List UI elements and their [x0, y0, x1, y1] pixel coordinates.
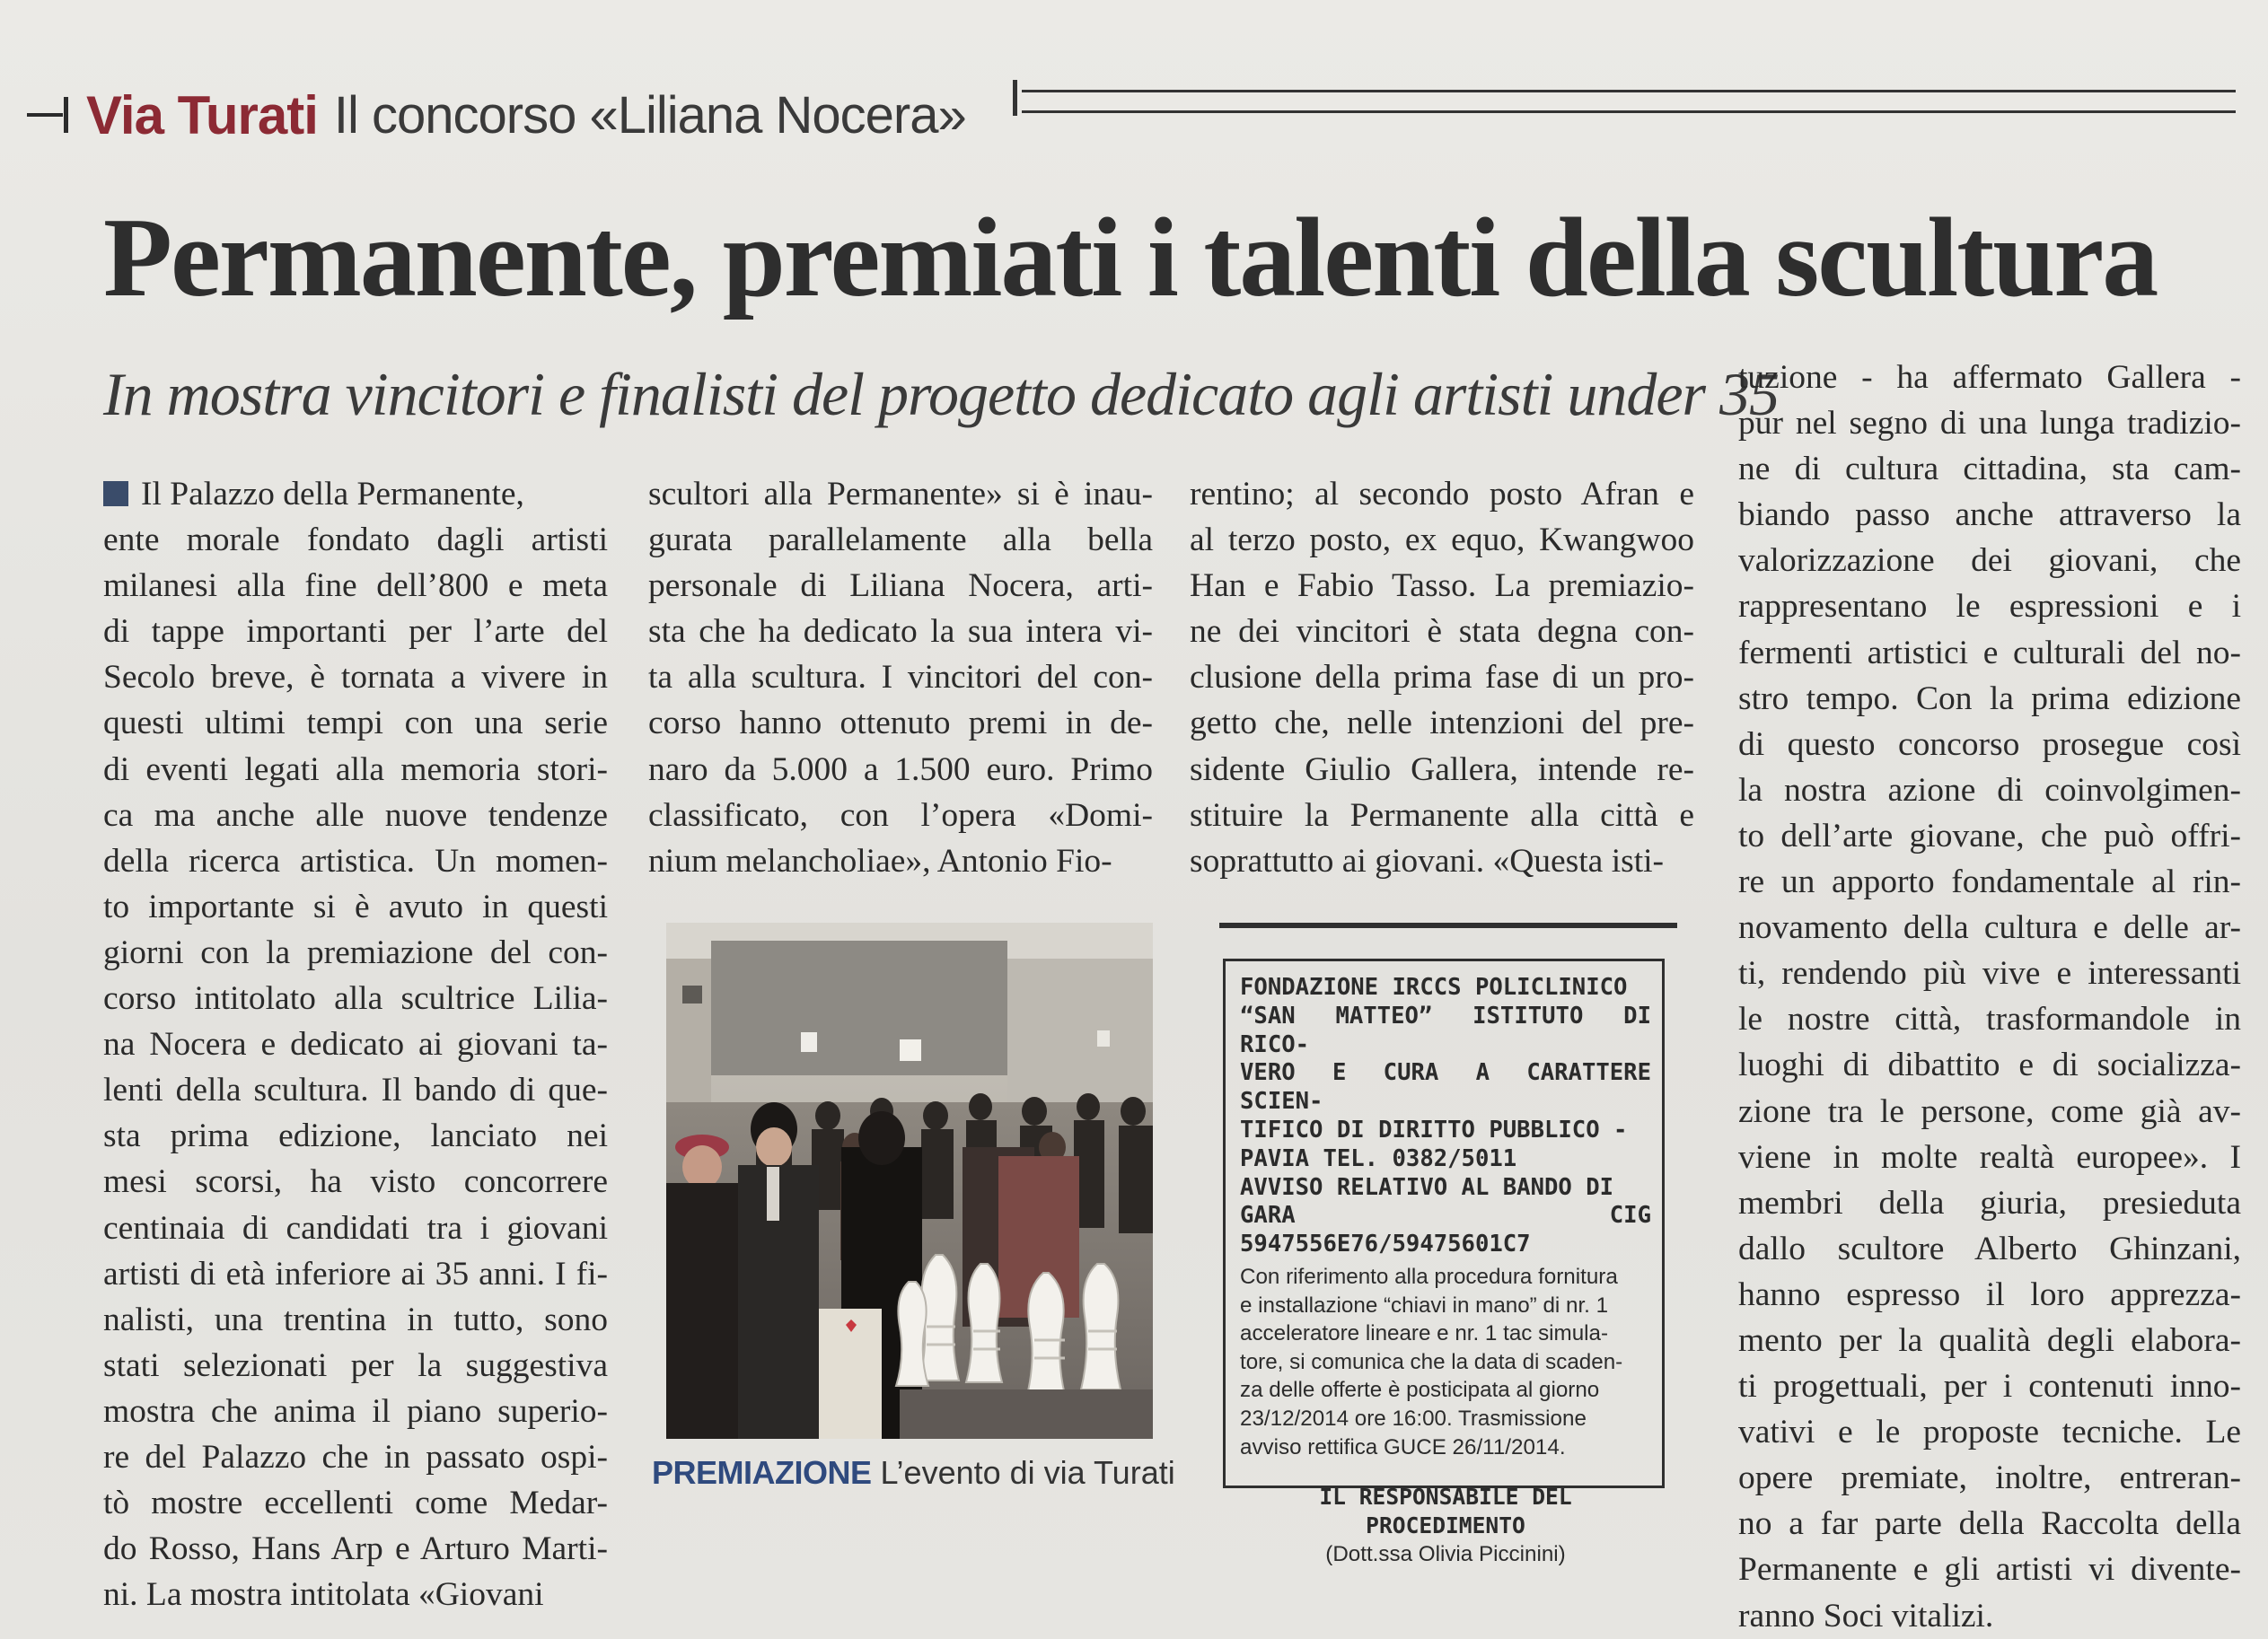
article-line: Il Palazzo della Permanente, [141, 476, 524, 513]
notice-heading-line: “SAN MATTEO” ISTITUTO DI RICO- [1240, 1002, 1651, 1058]
kicker-section: Via Turati [86, 84, 318, 145]
article-line: Permanente e gli artisti vi divente- [1738, 1551, 2241, 1589]
article-line: tò mostre eccellenti come Medar- [103, 1485, 608, 1522]
article-line: centinaia di candidati tra i giovani [103, 1209, 608, 1247]
article-line: personale di Liliana Nocera, arti- [648, 567, 1153, 605]
kicker-bracket-icon [27, 92, 74, 138]
article-line: scultori alla Permanente» si è inau- [648, 476, 1153, 513]
subheadline: In mostra vincitori e finalisti del progetto dedicato agli artisti under 35 [103, 360, 1780, 428]
notice-signer-name: (Dott.ssa Olivia Piccinini) [1325, 1542, 1566, 1567]
article-line: artisti di età inferiore ai 35 anni. I fi- [103, 1255, 608, 1293]
article-line: viene in molte realtà europee». I [1738, 1138, 2241, 1176]
article-line: novamento della cultura e delle ar- [1738, 909, 2241, 947]
article-line: pur nel segno di una lunga tradizio- [1738, 405, 2241, 443]
article-line: classificato, con l’opera «Domi- [648, 796, 1153, 834]
paragraph-bullet-icon [103, 481, 128, 506]
article-line: Han e Fabio Tasso. La premiazio- [1190, 567, 1694, 605]
notice-body-line: za delle offerte è posticipata al giorno [1240, 1378, 1600, 1403]
article-line: naro da 5.000 a 1.500 euro. Primo [648, 750, 1153, 788]
article-line: mento per la qualità degli elabora- [1738, 1321, 2241, 1359]
article-line: zione tra le persone, come già av- [1738, 1092, 2241, 1130]
article-line: soprattutto ai giovani. «Questa isti- [1190, 842, 1665, 880]
article-line: sta che ha dedicato la sua intera vi- [648, 613, 1153, 651]
article-line: milanesi alla fine dell’800 e meta [103, 567, 608, 605]
notice-body [1240, 1263, 1651, 1461]
article-line: to importante si è avuto in questi [103, 888, 608, 925]
article-line: no a far parte della Raccolta della [1738, 1505, 2241, 1543]
article-line: mesi scorsi, ha visto concorrere [103, 1163, 608, 1201]
notice-heading-line: FONDAZIONE IRCCS POLICLINICO [1240, 974, 1628, 1001]
article-line: clusione della prima fase di un pro- [1190, 659, 1694, 697]
article-line: Secolo breve, è tornata a vivere in [103, 659, 608, 697]
article-line: giorni con la premiazione del con- [103, 933, 608, 971]
article-line: di eventi legati alla memoria stori- [103, 750, 608, 788]
article-line: ti progettuali, per i contenuti inno- [1738, 1368, 2241, 1406]
article-line: na Nocera e dedicato ai giovani ta- [103, 1026, 608, 1064]
notice-body-line: acceleratore lineare e nr. 1 tac simula- [1240, 1321, 1609, 1346]
notice-heading-line: AVVISO RELATIVO AL BANDO DI [1240, 1173, 1614, 1201]
kicker-rule [1022, 90, 2236, 113]
event-photo [666, 923, 1153, 1439]
article-line: sta prima edizione, lanciato nei [103, 1118, 608, 1155]
notice-top-rule [1219, 923, 1677, 928]
article-line: rentino; al secondo posto Afran e [1190, 476, 1694, 513]
notice-body-line: 23/12/2014 ore 16:00. Trasmissione [1240, 1406, 1587, 1431]
notice-heading-line: TIFICO DI DIRITTO PUBBLICO - [1240, 1116, 1628, 1144]
article-line: questi ultimi tempi con una serie [103, 705, 608, 742]
article-line: biando passo anche attraverso la [1738, 496, 2241, 534]
article-line: opere premiate, inoltre, entreran- [1738, 1459, 2241, 1497]
article-line: valorizzazione dei giovani, che [1738, 542, 2241, 580]
notice-heading-line: PAVIA TEL. 0382/5011 [1240, 1144, 1517, 1172]
article-line: la nostra azione di coinvolgimen- [1738, 771, 2241, 809]
article-line: stituire la Permanente alla città e [1190, 796, 1694, 834]
article-line: vativi e le proposte tecniche. Le [1738, 1414, 2241, 1451]
article-line: ente morale fondato dagli artisti [103, 522, 608, 559]
article-column-1 [103, 471, 608, 1617]
article-line: corso intitolato alla scultrice Lilia- [103, 980, 608, 1018]
article-line: di questo concorso prosegue così [1738, 725, 2241, 763]
article-line: ti, rendendo più vive e interessanti [1738, 955, 2241, 993]
article-line: hanno espresso il loro apprezza- [1738, 1275, 2241, 1313]
headline: Permanente, premiati i talenti della scultura [103, 196, 2158, 320]
article-line: mostra che anima il piano superio- [103, 1392, 608, 1430]
notice-body-line: e installazione “chiavi in mano” di nr. 1 [1240, 1293, 1609, 1318]
article-line: corso hanno ottenuto premi in de- [648, 705, 1153, 742]
article-line: rappresentano le espressioni e i [1738, 588, 2241, 626]
photo-caption [652, 1454, 1173, 1492]
notice-body-line: tore, si comunica che la data di scaden- [1240, 1349, 1623, 1374]
notice-body-line: Con riferimento alla procedura fornitura [1240, 1264, 1618, 1289]
article-line: gurata parallelamente alla bella [648, 522, 1153, 559]
article-line: nalisti, una trentina in tutto, sono [103, 1301, 608, 1338]
notice-heading [1240, 974, 1651, 1259]
article-line: re del Palazzo che in passato ospi- [103, 1438, 608, 1476]
article-line: to dell’arte giovane, che può offri- [1738, 817, 2241, 855]
article-line: tuzione - ha affermato Gallera - [1738, 359, 2241, 396]
article-line: re un apporto fondamentale al rin- [1738, 863, 2241, 901]
article-line: membri della giuria, presieduta [1738, 1184, 2241, 1222]
article-line: stro tempo. Con la prima edizione [1738, 679, 2241, 717]
article-line: luoghi di dibattito e di socializza- [1738, 1047, 2241, 1084]
notice-signer-title: IL RESPONSABILE DEL PROCEDIMENTO [1319, 1484, 1572, 1539]
article-line: dallo scultore Alberto Ghinzani, [1738, 1230, 2241, 1267]
article-line: lenti della scultura. Il bando di que- [103, 1072, 608, 1109]
article-line: ne dei vincitori è stata degna con- [1190, 613, 1694, 651]
notice-heading-line: GARA CIG 5947556E76/59475601C7 [1240, 1202, 1651, 1258]
article-line: do Rosso, Hans Arp e Arturo Marti- [103, 1530, 608, 1568]
article-line: sidente Giulio Gallera, intende re- [1190, 750, 1694, 788]
article-line: nium melancholiae», Antonio Fio- [648, 842, 1112, 880]
article-line: ne di cultura cittadina, sta cam- [1738, 451, 2241, 488]
article-column-3 [1190, 471, 1694, 884]
article-column-2 [648, 471, 1153, 884]
article-line: ranno Soci vitalizi. [1738, 1597, 1994, 1635]
article-column-4 [1738, 355, 2241, 1639]
notice-body-line: avviso rettifica GUCE 26/11/2014. [1240, 1434, 1566, 1459]
caption-text: L’evento di via Turati [880, 1454, 1175, 1491]
article-line: al terzo posto, ex equo, Kwangwoo [1190, 522, 1694, 559]
legal-notice-box [1223, 959, 1665, 1567]
article-line: fermenti artistici e culturali del no- [1738, 634, 2241, 671]
section-kicker [27, 79, 966, 151]
article-line: ta alla scultura. I vincitori del con- [648, 659, 1153, 697]
article-line: stati selezionati per la suggestiva [103, 1346, 608, 1384]
notice-heading-line: VERO E CURA A CARATTERE SCIEN- [1240, 1059, 1651, 1116]
caption-tag: PREMIAZIONE [652, 1454, 872, 1491]
article-line: della ricerca artistica. Un momen- [103, 842, 608, 880]
article-line: getto che, nelle intenzioni del pre- [1190, 705, 1694, 742]
article-line: ca ma anche alle nuove tendenze [103, 796, 608, 834]
article-line: le nostre città, trasformandole in [1738, 1001, 2241, 1039]
article-line: di tappe importanti per l’arte del [103, 613, 608, 651]
kicker-subtitle: Il concorso «Liliana Nocera» [333, 85, 966, 145]
article-line: ni. La mostra intitolata «Giovani [103, 1576, 544, 1614]
